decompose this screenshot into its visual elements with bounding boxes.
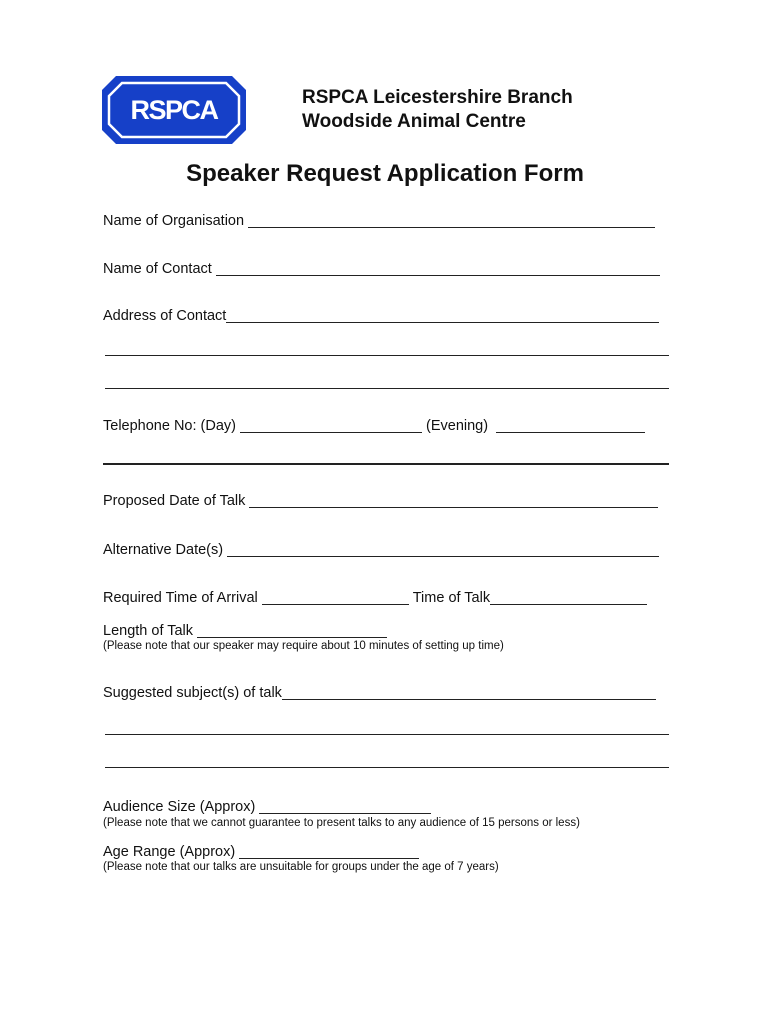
subjects-label: Suggested subject(s) of talk	[103, 685, 282, 701]
time-of-talk-label: Time of Talk	[412, 590, 491, 606]
organisation-input-line[interactable]	[248, 214, 655, 228]
alternative-dates-input-line[interactable]	[227, 543, 659, 557]
contact-input-line[interactable]	[216, 262, 660, 276]
alternative-dates-label: Alternative Date(s)	[103, 542, 224, 558]
proposed-date-input-line[interactable]	[249, 494, 658, 508]
arrival-time-field-row	[103, 590, 647, 606]
telephone-day-input-line[interactable]	[240, 419, 422, 433]
arrival-time-input-line[interactable]	[262, 591, 409, 605]
subjects-field-row	[103, 685, 656, 701]
length-input-line[interactable]	[197, 624, 387, 638]
alternative-dates-field-row	[103, 542, 659, 558]
telephone-day-label: Telephone No: (Day)	[103, 418, 236, 434]
contact-field-row	[103, 261, 660, 277]
length-label: Length of Talk	[103, 623, 194, 639]
org-name: RSPCA Leicestershire Branch	[302, 87, 573, 108]
audience-label: Audience Size (Approx)	[103, 799, 256, 815]
age-range-note: (Please note that our talks are unsuitable for groups under the age of 7 years)	[103, 861, 499, 873]
subjects-input-line-2[interactable]	[105, 734, 669, 735]
age-range-label: Age Range (Approx)	[103, 844, 236, 860]
audience-field-row	[103, 799, 431, 815]
arrival-time-label: Required Time of Arrival	[103, 590, 258, 606]
address-input-line-3[interactable]	[105, 388, 669, 389]
time-of-talk-input-line[interactable]	[490, 591, 647, 605]
section-divider	[103, 463, 669, 465]
length-field-row	[103, 623, 387, 639]
length-note: (Please note that our speaker may require about 10 minutes of setting up time)	[103, 640, 504, 652]
address-input-line-1[interactable]	[226, 309, 659, 323]
proposed-date-label: Proposed Date of Talk	[103, 493, 246, 509]
org-centre: Woodside Animal Centre	[302, 111, 526, 132]
proposed-date-field-row	[103, 493, 658, 509]
age-range-field-row	[103, 844, 419, 860]
subjects-input-line-1[interactable]	[282, 686, 656, 700]
organisation-label: Name of Organisation	[103, 213, 245, 229]
audience-input-line[interactable]	[259, 800, 431, 814]
telephone-field-row	[103, 418, 645, 434]
contact-label: Name of Contact	[103, 261, 212, 277]
organisation-field-row	[103, 213, 655, 229]
logo-text: RSPCA	[130, 95, 218, 125]
address-input-line-2[interactable]	[105, 355, 669, 356]
form-title: Speaker Request Application Form	[186, 160, 584, 187]
subjects-input-line-3[interactable]	[105, 767, 669, 768]
rspca-logo	[102, 76, 246, 144]
address-field-row	[103, 308, 659, 324]
audience-note: (Please note that we cannot guarantee to present talks to any audience of 15 persons or less)	[103, 817, 580, 829]
address-label: Address of Contact	[103, 308, 227, 324]
telephone-evening-input-line[interactable]	[496, 419, 645, 433]
telephone-evening-label: (Evening)	[426, 418, 489, 434]
age-range-input-line[interactable]	[239, 845, 419, 859]
